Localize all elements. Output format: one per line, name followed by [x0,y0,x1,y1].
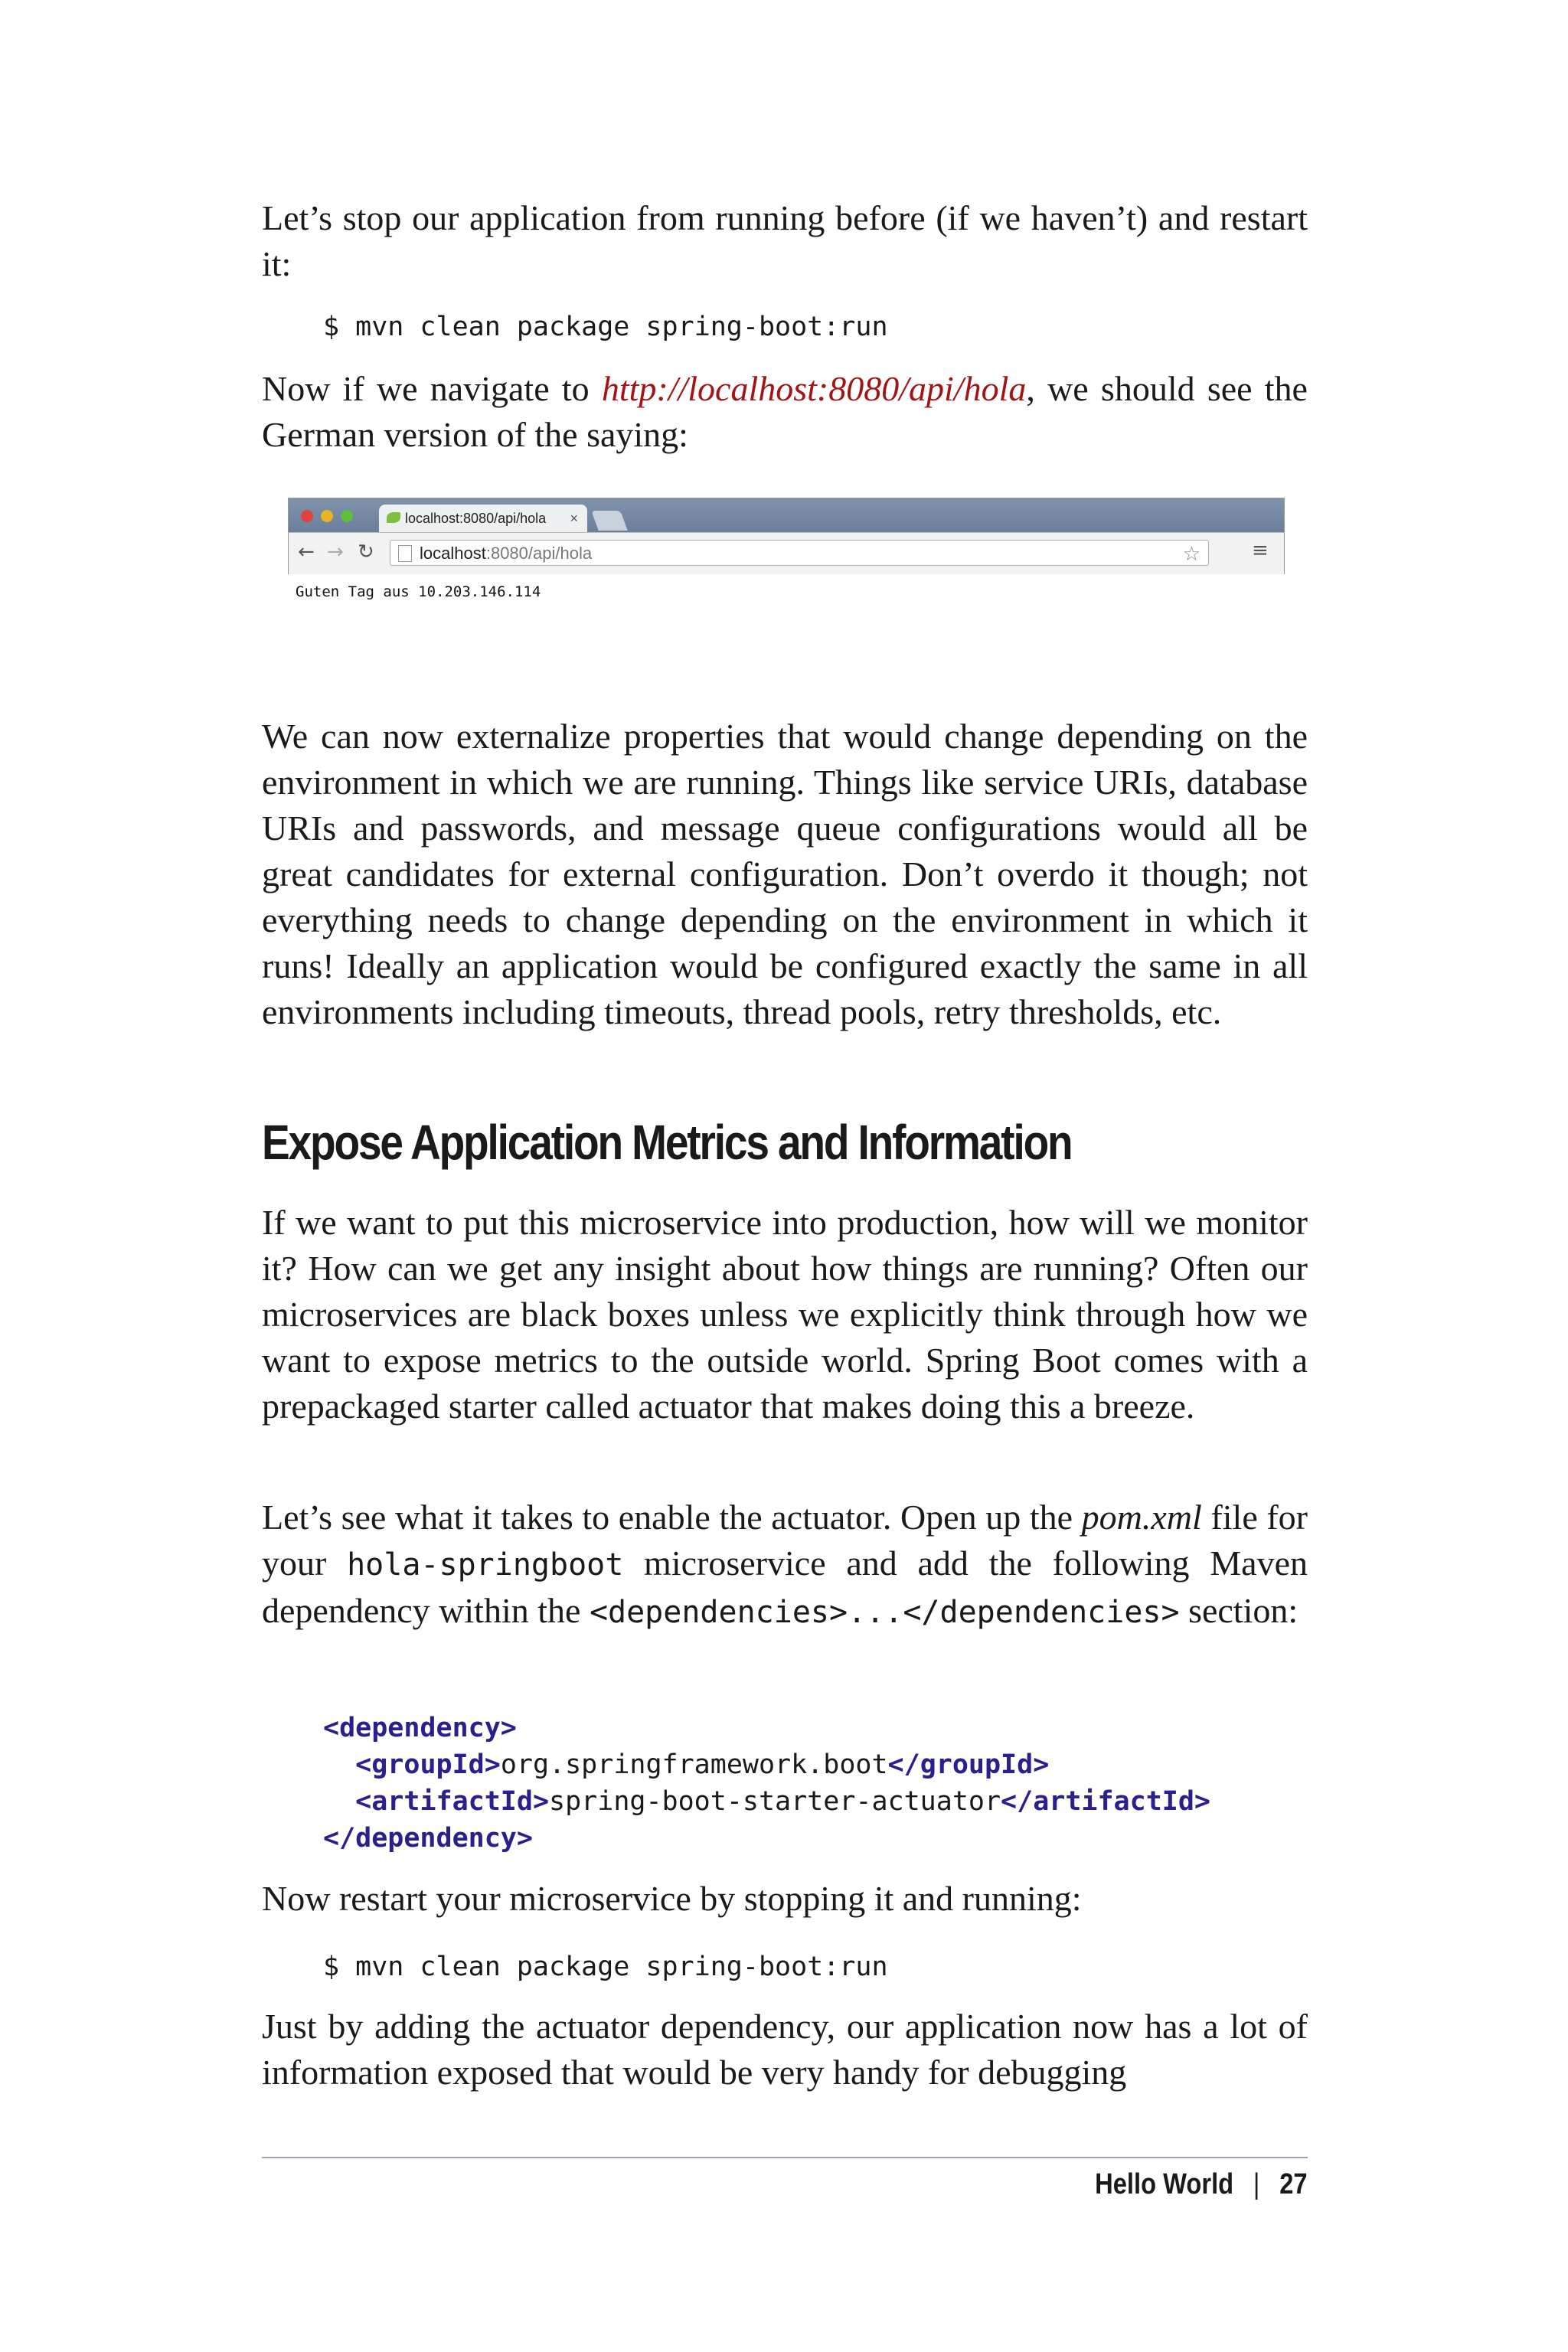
spring-leaf-icon [387,512,400,523]
browser-page-output: Guten Tag aus 10.203.146.114 [296,583,541,600]
browser-tab-bar [289,498,1284,532]
browser-screenshot [288,498,1285,574]
footer-divider [262,2157,1308,2158]
forward-arrow-icon: → [327,541,344,564]
new-tab-icon [591,511,627,531]
xml-groupid-close: </groupId> [887,1749,1050,1780]
navigate-text-after: , we should see the German version of the saying: [262,369,1308,454]
dependencies-tag-code: <dependencies>...</dependencies> [589,1595,1180,1630]
enable-text-c: microservice and add the following Maven dependency within the [262,1544,1308,1630]
xml-artifactid-value: spring-boot-starter-actuator [549,1786,1001,1817]
star-icon: ☆ [1182,542,1200,565]
xml-groupid-open: <groupId> [355,1749,501,1780]
address-bar [390,540,1209,566]
paragraph-restart: Let’s stop our application from running before (if we haven’t) and restart it: [262,198,1308,283]
xml-artifactid-close: </artifactId> [1001,1786,1210,1817]
zoom-window-icon [341,510,353,522]
tab-close-icon: × [570,511,578,526]
paragraph-navigate [262,366,1308,458]
localhost-link[interactable]: http://localhost:8080/api/hola [601,369,1027,408]
url-host: localhost [420,544,486,563]
reload-icon: ↻ [358,541,374,564]
paragraph-externalize: We can now externalize properties that would change depending on the environment in which we are running. Things like service URIs, database URIs and passwords, and message queue configurations would all be great candidates for external configuration. Don’t overdo it though; not everything needs to change depending on the environment in which it runs! Ideally an application would be configured exactly the same in all environments including timeouts, thread pools, retry thresholds, etc. [262,717,1308,1031]
page-icon [398,545,412,562]
tab-title: localhost:8080/api/hola [405,511,547,526]
xml-dependency-close: </dependency> [323,1823,533,1854]
xml-groupid-value: org.springframework.boot [500,1749,888,1780]
url-path: :8080/api/hola [485,544,593,563]
paragraph-monitor: If we want to put this microservice into production, how will we monitor it? How can we get any insight about how things are running? Often our microservices are black boxes unless we explicitly think through how we want to expose metrics to the outside world. Spring Boot comes with a prepackaged starter called actuator that makes doing this a breeze. [262,1203,1308,1426]
enable-text-a: Let’s see what it takes to enable the actuator. Open up the [262,1498,1082,1537]
minimize-window-icon [321,510,333,522]
paragraph-restart-service: Now restart your microservice by stopping it and running: [262,1879,1082,1918]
section-heading: Expose Application Metrics and Information [262,1115,1072,1170]
close-window-icon [301,510,313,522]
page-number: 27 [1279,2168,1308,2200]
menu-icon: ≡ [1252,539,1269,562]
back-arrow-icon: ← [298,541,315,564]
paragraph-actuator-info: Just by adding the actuator dependency, our application now has a lot of information exposed that would be very handy for debugging [262,2007,1308,2092]
page-footer [1096,2168,1308,2201]
code-command-run-2: $ mvn clean package spring-boot:run [323,1952,888,1982]
xml-dependency-open: <dependency> [323,1713,517,1743]
navigate-text: Now if we navigate to [262,369,602,408]
browser-tab [379,505,587,532]
footer-separator: | [1253,2168,1260,2200]
paragraph-enable-actuator [262,1494,1308,1635]
xml-artifactid-open: <artifactId> [355,1786,550,1817]
pom-filename: pom.xml [1081,1498,1202,1537]
browser-toolbar [289,532,1284,574]
project-name-code: hola-springboot [347,1547,624,1583]
footer-section-title: Hello World [1095,2168,1234,2200]
enable-text-b: file for your [262,1498,1308,1583]
code-command-run: $ mvn clean package spring-boot:run [323,312,888,342]
enable-text-d: section: [1179,1591,1298,1630]
code-xml-dependency [323,1710,1210,1857]
